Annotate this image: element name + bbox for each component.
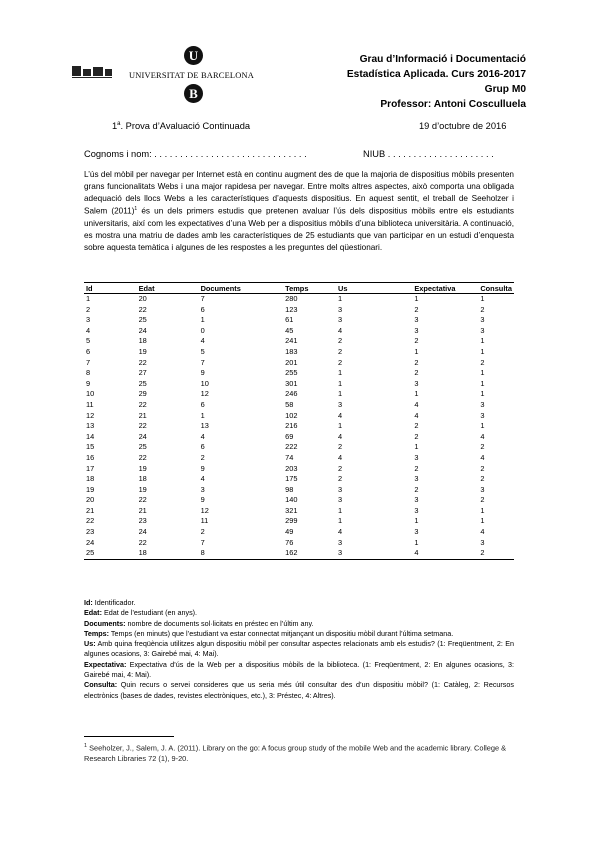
course-subject: Estadística Aplicada. Curs 2016-2017 bbox=[346, 69, 526, 80]
table-cell: 4 bbox=[338, 527, 343, 537]
university-logo bbox=[72, 44, 272, 110]
table-cell: 29 bbox=[138, 389, 147, 399]
table-row bbox=[84, 294, 514, 305]
table-cell: 18 bbox=[86, 474, 95, 484]
table-cell: 19 bbox=[138, 346, 147, 356]
definition-text: Quin recurs o servei consideres que us seria més útil consultar des d’un dispositiu mòbil? (1: Catàleg, 2: Recursos electrònics (bases de dades, revistes electròniques, etc.), 3: Préstec, 4: Altres). bbox=[84, 680, 514, 700]
definition-term: Id: bbox=[84, 598, 93, 607]
table-cell: 24 bbox=[138, 527, 147, 537]
table-row bbox=[84, 432, 514, 443]
table-cell: 1 bbox=[338, 421, 343, 431]
table-cell: 2 bbox=[414, 336, 419, 346]
table-cell: 255 bbox=[285, 368, 298, 378]
table-cell: 20 bbox=[138, 294, 147, 303]
definition-term: Us: bbox=[84, 639, 96, 649]
footnote-divider bbox=[84, 736, 174, 737]
definition-item bbox=[84, 608, 514, 618]
table-cell: 1 bbox=[338, 505, 343, 515]
table-cell: 162 bbox=[259, 548, 336, 559]
table-row bbox=[84, 315, 514, 326]
table-cell: 140 bbox=[285, 495, 298, 505]
table-cell: 9 bbox=[200, 463, 205, 473]
table-cell: 2 bbox=[338, 346, 343, 356]
table-cell: 4 bbox=[200, 474, 205, 484]
table-cell: 3 bbox=[338, 495, 343, 505]
table-cell: 3 bbox=[480, 399, 485, 409]
table-cell: 7 bbox=[200, 357, 205, 367]
table-cell: 7 bbox=[86, 357, 91, 367]
table-header-row bbox=[84, 283, 514, 294]
column-header: Documents bbox=[187, 283, 260, 294]
table-cell: 9 bbox=[86, 378, 91, 388]
table-cell: 3 bbox=[338, 399, 343, 409]
table-cell: 2 bbox=[86, 304, 91, 314]
table-cell: 2 bbox=[414, 484, 419, 494]
table-cell: 25 bbox=[138, 315, 147, 325]
table-cell: 4 bbox=[338, 431, 343, 441]
table-row bbox=[84, 453, 514, 464]
table-row bbox=[84, 464, 514, 475]
table-row bbox=[84, 506, 514, 517]
table-row bbox=[84, 336, 514, 347]
table-row bbox=[84, 379, 514, 390]
exam-ordinal: 1 bbox=[112, 121, 118, 132]
table-cell: 2 bbox=[414, 357, 419, 367]
table-cell: 27 bbox=[138, 368, 147, 378]
table-cell: 2 bbox=[200, 527, 205, 537]
table-cell: 58 bbox=[285, 399, 294, 409]
table-cell: 3 bbox=[480, 537, 485, 547]
definition-text: Amb quina freqüència utilitzes algun dispositiu mòbil per consultar aspectes relacionats amb els estudis? (1: Freqüentment, 2: En algunes ocasions, 3: Gairebé mai, 4: Mai). bbox=[84, 639, 514, 659]
definition-term: Consulta: bbox=[84, 680, 118, 690]
table-cell: 4 bbox=[338, 452, 343, 462]
intro-text-part1: L’ús del mòbil per navegar per Internet està en continu augment des de que la majoria de dispositius mòbils presenten grans funcionalitats Webs i una major rapidesa per navegar. Entre molts altres aspectes, això comporta una obligada adequació dels llocs Webs a les característiques d’aquests dispositius. En aquest sentit, el treball de Seeholzer i Salem (2011) bbox=[84, 170, 514, 217]
intro-text-part2: és un dels primers estudis que pretenen avaluar l’ús dels dispositius mòbils entre els estudiants universitaris, així com les expectatives d’una Web per a dispositius mòbils d’una biblioteca universitària. A continuació, es mostra una matriu de dades amb les característiques de 25 estudiants que van participar en un estudi d’enquesta sobre aquesta temàtica i algunes de les respostes a les preguntes del qüestionari. bbox=[84, 207, 514, 252]
table-cell: 1 bbox=[480, 389, 485, 399]
table-row bbox=[84, 474, 514, 485]
table-cell: 1 bbox=[480, 516, 485, 526]
table-cell: 21 bbox=[86, 505, 95, 515]
table-cell: 2 bbox=[338, 463, 343, 473]
definition-term: Expectativa: bbox=[84, 659, 127, 669]
table-cell: 2 bbox=[480, 495, 485, 505]
intro-paragraph bbox=[84, 169, 514, 253]
table-row bbox=[84, 347, 514, 358]
column-header: Id bbox=[84, 283, 113, 294]
table-cell: 8 bbox=[187, 548, 260, 559]
table-cell: 4 bbox=[414, 410, 419, 420]
table-cell: 3 bbox=[86, 315, 91, 325]
university-name: UNIVERSITAT DE BARCELONA bbox=[129, 71, 254, 80]
table-cell: 1 bbox=[480, 336, 485, 346]
table-cell: 4 bbox=[388, 548, 466, 559]
table-cell: 9 bbox=[200, 495, 205, 505]
table-cell: 4 bbox=[86, 325, 91, 335]
exam-title bbox=[112, 121, 250, 131]
table-cell: 19 bbox=[86, 484, 95, 494]
table-cell: 1 bbox=[414, 516, 419, 526]
table-cell: 2 bbox=[338, 336, 343, 346]
table-cell: 8 bbox=[86, 368, 91, 378]
table-row bbox=[84, 305, 514, 316]
table-row bbox=[84, 358, 514, 369]
table-cell: 24 bbox=[138, 431, 147, 441]
table-cell: 1 bbox=[480, 294, 485, 303]
table-row bbox=[84, 442, 514, 453]
table-cell: 2 bbox=[480, 357, 485, 367]
table-row bbox=[84, 548, 514, 559]
table-cell: 2 bbox=[338, 474, 343, 484]
table-cell: 2 bbox=[414, 421, 419, 431]
table-cell: 4 bbox=[480, 527, 485, 537]
table-cell: 2 bbox=[480, 474, 485, 484]
table-cell: 20 bbox=[86, 495, 95, 505]
table-cell: 123 bbox=[285, 304, 298, 314]
footnote-text: Seeholzer, J., Salem, J. A. (2011). Library on the go: A focus group study of the mobile Web and the academic library. College & Research Libraries 72 (1), 9-20. bbox=[84, 743, 507, 763]
table-cell: 3 bbox=[338, 537, 343, 547]
table-cell: 1 bbox=[338, 368, 343, 378]
data-table bbox=[84, 282, 514, 560]
table-cell: 1 bbox=[338, 516, 343, 526]
exam-date: 19 d’octubre de 2016 bbox=[419, 121, 507, 131]
table-cell: 3 bbox=[480, 410, 485, 420]
definition-text: Identificador. bbox=[92, 598, 136, 607]
table-cell: 3 bbox=[338, 484, 343, 494]
table-cell: 7 bbox=[200, 537, 205, 547]
table-cell: 76 bbox=[285, 537, 294, 547]
table-cell: 49 bbox=[285, 527, 294, 537]
table-cell: 3 bbox=[414, 378, 419, 388]
table-cell: 280 bbox=[285, 294, 298, 303]
table-cell: 18 bbox=[138, 336, 147, 346]
table-cell: 22 bbox=[138, 357, 147, 367]
table-cell: 1 bbox=[414, 537, 419, 547]
table-cell: 3 bbox=[414, 325, 419, 335]
table-cell: 11 bbox=[200, 516, 209, 526]
niub-field: NIUB . . . . . . . . . . . . . . . . . . . . . bbox=[363, 149, 494, 159]
table-row bbox=[84, 368, 514, 379]
course-group: Grup M0 bbox=[484, 84, 526, 95]
table-cell: 10 bbox=[200, 378, 209, 388]
definition-item bbox=[84, 680, 514, 701]
definition-item bbox=[84, 629, 514, 639]
table-cell: 203 bbox=[285, 463, 298, 473]
footnote bbox=[84, 741, 514, 764]
column-header: Edat bbox=[113, 283, 187, 294]
table-row bbox=[84, 421, 514, 432]
name-field: Cognoms i nom: . . . . . . . . . . . . . . . . . . . . . . . . . . . . . . bbox=[84, 149, 307, 159]
table-cell: 12 bbox=[86, 410, 95, 420]
course-professor: Professor: Antoni Cosculluela bbox=[380, 99, 526, 110]
table-row bbox=[84, 389, 514, 400]
definition-term: Temps: bbox=[84, 628, 110, 638]
university-emblem bbox=[72, 66, 120, 78]
table-cell: 22 bbox=[86, 516, 95, 526]
table-cell: 3 bbox=[414, 495, 419, 505]
table-cell: 1 bbox=[480, 368, 485, 378]
table-cell: 12 bbox=[200, 505, 209, 515]
definition-term: Edat: bbox=[84, 608, 102, 618]
footnote-ref: 1 bbox=[134, 206, 138, 213]
table-cell: 301 bbox=[285, 378, 298, 388]
table-cell: 3 bbox=[336, 548, 388, 559]
table-cell: 175 bbox=[285, 474, 298, 484]
table-cell: 22 bbox=[138, 304, 147, 314]
table-cell: 222 bbox=[285, 442, 298, 452]
table-cell: 25 bbox=[138, 378, 147, 388]
table-cell: 1 bbox=[480, 505, 485, 515]
table-cell: 24 bbox=[86, 537, 95, 547]
table-cell: 3 bbox=[338, 304, 343, 314]
table-cell: 5 bbox=[200, 346, 205, 356]
exam-ordinal-sup: a bbox=[117, 121, 121, 127]
table-cell: 74 bbox=[285, 452, 294, 462]
table-cell: 22 bbox=[138, 421, 147, 431]
table-cell: 1 bbox=[480, 378, 485, 388]
table-cell: 299 bbox=[285, 516, 298, 526]
table-cell: 2 bbox=[414, 368, 419, 378]
table-cell: 2 bbox=[338, 442, 343, 452]
table-cell: 1 bbox=[338, 389, 343, 399]
table-cell: 15 bbox=[86, 442, 95, 452]
table-cell: 19 bbox=[138, 484, 147, 494]
table-cell: 1 bbox=[480, 421, 485, 431]
table-cell: 22 bbox=[138, 537, 147, 547]
table-cell: 18 bbox=[113, 548, 187, 559]
table-cell: 12 bbox=[200, 389, 209, 399]
table-cell: 4 bbox=[200, 336, 205, 346]
definition-item bbox=[84, 660, 514, 681]
footnote-mark: 1 bbox=[84, 743, 88, 749]
table-cell: 21 bbox=[138, 410, 147, 420]
table-cell: 1 bbox=[86, 294, 91, 303]
exam-title-text: . Prova d’Avaluació Continuada bbox=[120, 121, 251, 132]
table-cell: 61 bbox=[285, 315, 294, 325]
table-cell: 216 bbox=[285, 421, 298, 431]
table-cell: 3 bbox=[414, 452, 419, 462]
table-cell: 14 bbox=[86, 431, 95, 441]
column-header: Temps bbox=[259, 283, 336, 294]
table-row bbox=[84, 485, 514, 496]
table-cell: 13 bbox=[200, 421, 209, 431]
table-row bbox=[84, 326, 514, 337]
table-cell: 1 bbox=[200, 315, 205, 325]
table-cell: 3 bbox=[480, 484, 485, 494]
table-row bbox=[84, 495, 514, 506]
table-cell: 2 bbox=[480, 442, 485, 452]
table-cell: 2 bbox=[338, 357, 343, 367]
logo-letter-u: U bbox=[184, 46, 203, 65]
table-cell: 3 bbox=[414, 527, 419, 537]
table-cell: 10 bbox=[86, 389, 95, 399]
table-cell: 23 bbox=[86, 527, 95, 537]
table-cell: 25 bbox=[138, 442, 147, 452]
table-row bbox=[84, 516, 514, 527]
table-cell: 23 bbox=[138, 516, 147, 526]
definition-text: Temps (en minuts) que l’estudiant va estar connectat mitjançant un dispositiu mòbil durant l’última setmana. bbox=[109, 628, 454, 638]
table-cell: 246 bbox=[285, 389, 298, 399]
table-cell: 4 bbox=[338, 325, 343, 335]
table-cell: 102 bbox=[285, 410, 298, 420]
table-cell: 2 bbox=[480, 463, 485, 473]
table-cell: 18 bbox=[138, 474, 147, 484]
variable-definitions bbox=[84, 598, 514, 701]
definition-item bbox=[84, 639, 514, 660]
table-cell: 5 bbox=[86, 336, 91, 346]
table-cell: 16 bbox=[86, 452, 95, 462]
table-cell: 3 bbox=[414, 505, 419, 515]
table-cell: 183 bbox=[285, 346, 298, 356]
table-row bbox=[84, 400, 514, 411]
table-cell: 3 bbox=[414, 315, 419, 325]
course-degree: Grau d’Informació i Documentació bbox=[359, 54, 526, 65]
table-cell: 321 bbox=[285, 505, 298, 515]
definition-text: nombre de documents sol·licitats en préstec en l’últim any. bbox=[125, 618, 314, 628]
table-row bbox=[84, 538, 514, 549]
table-cell: 2 bbox=[466, 548, 514, 559]
definition-text: Edat de l’estudiant (en anys). bbox=[101, 608, 198, 618]
table-cell: 9 bbox=[200, 368, 205, 378]
table-cell: 45 bbox=[285, 325, 294, 335]
table-cell: 0 bbox=[200, 325, 205, 335]
table-cell: 4 bbox=[200, 431, 205, 441]
definition-text: Expectativa d’ús de la Web per a dispositius mòbils de la biblioteca. (1: Freqüentment, 2: En algunes ocasions, 3: Gairebé mai, 4: Mai). bbox=[84, 659, 514, 680]
table-cell: 6 bbox=[200, 399, 205, 409]
table-cell: 241 bbox=[285, 336, 298, 346]
table-cell: 2 bbox=[414, 304, 419, 314]
table-cell: 98 bbox=[285, 484, 294, 494]
column-header: Us bbox=[336, 283, 388, 294]
table-cell: 22 bbox=[138, 452, 147, 462]
table-cell: 22 bbox=[138, 399, 147, 409]
table-cell: 3 bbox=[200, 484, 205, 494]
table-cell: 2 bbox=[480, 304, 485, 314]
table-cell: 1 bbox=[414, 389, 419, 399]
logo-letter-b: B bbox=[184, 84, 203, 103]
table-cell: 24 bbox=[138, 325, 147, 335]
table-cell: 3 bbox=[480, 315, 485, 325]
column-header: Consulta bbox=[466, 283, 514, 294]
table-cell: 1 bbox=[414, 294, 419, 303]
table-cell: 2 bbox=[414, 463, 419, 473]
definition-item bbox=[84, 619, 514, 629]
definition-item bbox=[84, 598, 514, 608]
table-row bbox=[84, 527, 514, 538]
table-cell: 1 bbox=[200, 410, 205, 420]
table-cell: 6 bbox=[86, 346, 91, 356]
table-cell: 6 bbox=[200, 442, 205, 452]
course-info bbox=[347, 52, 526, 112]
table-cell: 1 bbox=[414, 346, 419, 356]
table-cell: 4 bbox=[338, 410, 343, 420]
table-cell: 3 bbox=[480, 325, 485, 335]
table-cell: 6 bbox=[200, 304, 205, 314]
table-cell: 21 bbox=[138, 505, 147, 515]
table-body bbox=[84, 294, 514, 560]
table-cell: 19 bbox=[138, 463, 147, 473]
table-cell: 4 bbox=[480, 431, 485, 441]
column-header: Expectativa bbox=[388, 283, 466, 294]
table-cell: 4 bbox=[480, 452, 485, 462]
table-cell: 22 bbox=[138, 495, 147, 505]
definition-term: Documents: bbox=[84, 618, 126, 628]
table-cell: 3 bbox=[338, 315, 343, 325]
table-cell: 2 bbox=[414, 431, 419, 441]
table-cell: 1 bbox=[338, 378, 343, 388]
table-cell: 25 bbox=[84, 548, 113, 559]
table-cell: 7 bbox=[200, 294, 205, 303]
table-cell: 2 bbox=[200, 452, 205, 462]
table-row bbox=[84, 411, 514, 422]
table-cell: 3 bbox=[414, 474, 419, 484]
table-cell: 69 bbox=[285, 431, 294, 441]
table-cell: 201 bbox=[285, 357, 298, 367]
table-cell: 11 bbox=[86, 399, 94, 409]
table-cell: 4 bbox=[414, 399, 419, 409]
table-cell: 1 bbox=[480, 346, 485, 356]
table-cell: 1 bbox=[414, 442, 419, 452]
table-cell: 1 bbox=[338, 294, 343, 303]
table-cell: 17 bbox=[86, 463, 95, 473]
table-cell: 13 bbox=[86, 421, 95, 431]
